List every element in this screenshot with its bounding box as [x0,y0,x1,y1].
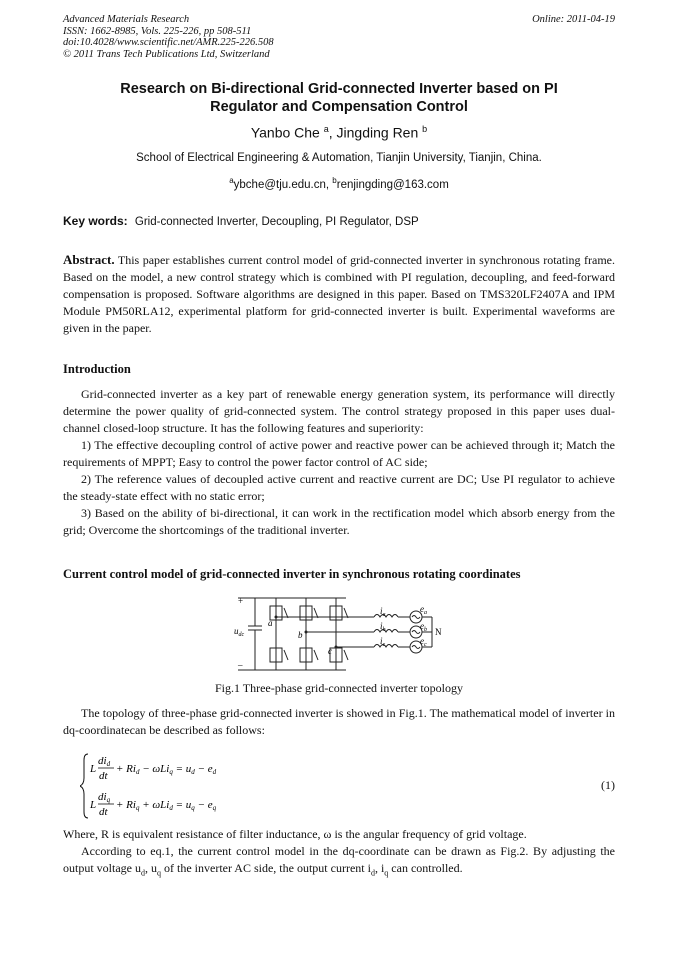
affiliation: School of Electrical Engineering & Automation, Tianjin University, Tianjin, China. [136,152,542,164]
dc-plus-label: + [238,596,244,606]
ea-label: $e_a$ [420,604,427,616]
udc-label: $u_{dc}$ [234,626,245,638]
intro-heading: Introduction [63,362,131,376]
eq2-dt: dt [99,806,108,818]
section2-body [63,826,615,881]
author-1: Yanbo Che [250,124,320,141]
abstract-text: This paper establishes current control model of grid-connected inverter in synchronous rotating frame. Based on the model, a new control strategy which is combined with PI regulation, decoupling, and feed-forward compensation is proposed. Software algorithms are designed in this paper. Based on TMS320LF2407A and IPM Module PM50RLA12, experimental platform for grid-connected inverter is built. Experimental waveforms are given in the paper. [63,253,615,335]
eq2-L: L [90,799,97,811]
eq1-did: did [98,755,111,768]
section2-paragraph-2: Where, R is equivalent resistance of filter inductance, ω is the angular frequency of grid voltage. [63,827,527,841]
authors [63,124,615,141]
dc-minus-label: – [238,660,243,670]
doi: doi:10.4028/www.scientific.net/AMR.225-226.508 [63,37,274,48]
ib-label: $i_b$ [380,621,386,633]
intro-paragraph-1: Grid-connected inverter as a key part of renewable energy generation system, its performance will directly determine the power quality of grid-connected system. The control strategy proposed in this paper uses dual-channel closed-loop structure. It has the following features and superiority: [63,387,615,435]
author-2-sup: b [422,124,428,134]
email-a-sup: a [229,176,234,185]
author-1-sup: a [323,124,329,134]
node-b-label: b [298,630,303,640]
intro-body [63,386,615,539]
eq1-L: L [90,763,97,775]
node-a-label: a [268,618,273,628]
eq1-dt: dt [99,770,108,782]
title-line-2: Regulator and Compensation Control [210,99,468,115]
email-b-sup: b [332,176,337,185]
eb-label: $e_b$ [420,621,427,633]
neutral-label: N [435,627,442,637]
ic-label: $i_c$ [380,636,386,648]
intro-paragraph-3: 2) The reference values of decoupled active current and reactive current are DC; Use PI regulator to achieve the steady-state effect with no static error; [63,472,615,503]
online-date: Online: 2011-04-19 [532,14,615,25]
section2-paragraph-1: The topology of three-phase grid-connected inverter is showed in Fig.1. The mathematical model of inverter in dq-coordinatecan be described as follows: [63,706,615,737]
abstract-label: Abstract. [63,252,115,267]
node-c-label: c [328,646,332,656]
inverter-topology-figure [228,590,460,678]
intro-paragraph-2: 1) The effective decoupling control of active power and reactive power can be achieved through it; Match the requirements of MPPT; Easy to control the power factor control of AC side; [63,438,615,469]
equation-number: (1) [601,778,615,792]
author-sep: , [328,124,337,141]
ec-label: $e_c$ [420,636,427,648]
author-2: Jingding Ren [336,124,419,141]
keywords-text: Grid-connected Inverter, Decoupling, PI Regulator, DSP [134,216,419,228]
intro-paragraph-4: 3) Based on the ability of bi-directional, it can work in the rectification model which absorb energy from the grid; Overcome the shortcomings of the traditional inverter. [63,506,615,537]
eq2-rest: + Riq + ωLid = uq − eq [116,799,217,812]
issn: ISSN: 1662-8985, Vols. 225-226, pp 508-511 [63,25,252,37]
section2-paragraph-3: According to eq.1, the current control model in the dq-coordinate can be drawn as Fig.2. By adjusting the output voltage $u_d$, $u_q$ of the inverter AC side, the output current $i_d$, $i_q$ can controlled. [63,844,615,878]
keywords-label: Key words: [63,214,128,228]
keywords [63,214,615,228]
ia-label: $i_a$ [380,606,386,618]
paper-title [63,80,615,116]
title-line-1: Research on Bi-directional Grid-connected Inverter based on PI [120,81,558,97]
copyright: © 2011 Trans Tech Publications Ltd, Switzerland [63,48,270,60]
figure-1-caption: Fig.1 Three-phase grid-connected inverter topology [214,681,464,695]
email-b: renjingding@163.com [336,178,449,191]
journal-header [63,14,274,60]
section-heading-current-control: Current control model of grid-connected inverter in synchronous rotating coordinates [63,567,521,581]
journal-name: Advanced Materials Research [63,14,190,25]
email-a: ybche@tju.edu.cn, [233,178,333,191]
abstract [63,251,615,337]
emails [63,176,615,191]
eq1-rest: + Rid − ωLiq = ud − ed [116,763,217,776]
eq2-diq: diq [98,791,111,804]
equation-1 [80,752,615,822]
